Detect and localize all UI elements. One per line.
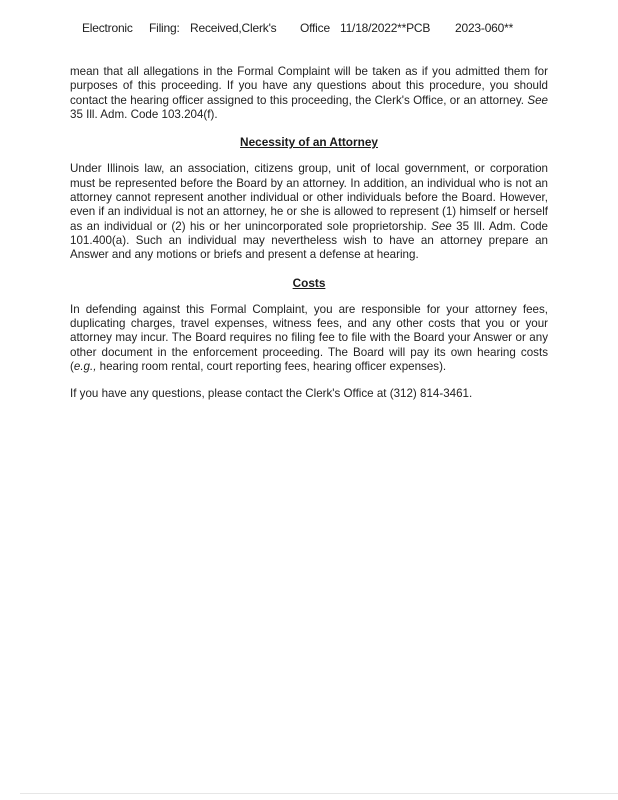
eg-signal: e.g., bbox=[73, 360, 97, 374]
stamp-word: Received,Clerk's bbox=[190, 21, 277, 35]
intro-citation: 35 Ill. Adm. Code 103.204(f). bbox=[70, 107, 218, 121]
stamp-date: 11/18/2022**PCB bbox=[340, 21, 431, 35]
questions-paragraph: If you have any questions, please contact the Clerk's Office at (312) 814-3461. bbox=[70, 387, 473, 401]
stamp-case-number: 2023-060** bbox=[455, 21, 514, 35]
attorney-citation: 35 Ill. Adm. Code 101.400(a). Such an individual may nevertheless wish to have an attorney prepare an Answer and any motions or briefs and present a defense at hearing. bbox=[70, 219, 549, 262]
see-signal: See bbox=[527, 93, 548, 107]
attorney-paragraph bbox=[70, 162, 548, 262]
costs-paragraph bbox=[70, 303, 548, 374]
costs-text-end: hearing room rental, court reporting fees, hearing officer expenses). bbox=[96, 360, 447, 374]
stamp-word: Filing: bbox=[149, 21, 180, 35]
costs-text: In defending against this Formal Complaint, you are responsible for your attorney fees, duplicating charges, travel expenses, witness fees, and any other costs that you or your attorney may incur. The Board requires no filing fee to file with the Board your Answer or any other document in the enforcement proceeding. The Board will pay its own hearing costs ( bbox=[70, 302, 548, 374]
see-signal: See bbox=[431, 219, 452, 233]
page-edge-line bbox=[20, 793, 618, 794]
attorney-heading: Necessity of an Attorney bbox=[240, 135, 378, 150]
costs-heading: Costs bbox=[292, 275, 326, 290]
stamp-word: Office bbox=[300, 21, 330, 35]
filing-stamp bbox=[82, 20, 542, 36]
intro-paragraph bbox=[70, 65, 548, 122]
stamp-word: Electronic bbox=[82, 21, 133, 35]
intro-text: mean that all allegations in the Formal Complaint will be taken as if you admitted them for purposes of this proceeding. If you have any questions about this procedure, you should contact the hearing officer assigned to this proceeding, the Clerk's Office, or an attorney. bbox=[70, 65, 548, 107]
attorney-text: Under Illinois law, an association, citizens group, unit of local government, or corporation must be represented before the Board by an attorney. In addition, an individual who is not an attorney cannot represent another individual or other individuals before the Board. However, even if an individual is not an attorney, he or she is allowed to represent (1) himself or herself as an individual or (2) his or her unincorporated sole proprietorship. bbox=[70, 162, 548, 233]
document-body bbox=[70, 65, 548, 415]
